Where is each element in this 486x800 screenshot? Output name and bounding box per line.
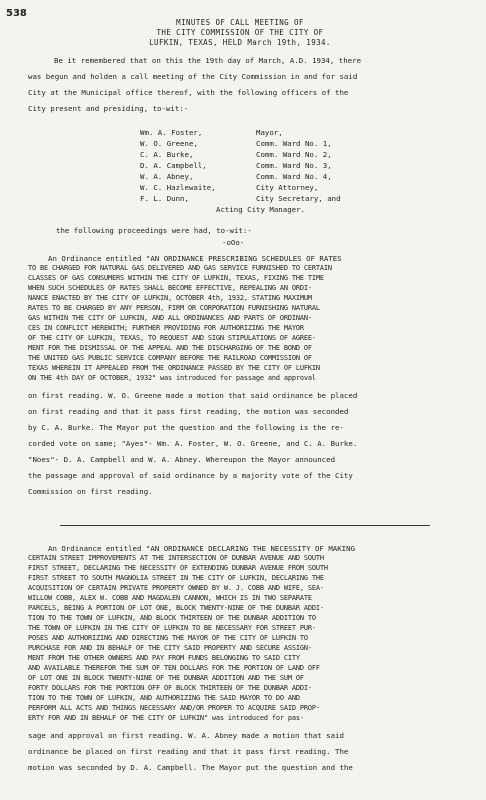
ordinance-1-line: on first reading and that it pass first reading, the motion was seconded	[28, 407, 349, 416]
officer-name: Wm. A. Foster,	[140, 128, 203, 137]
ordinance-2-line: CERTAIN STREET IMPROVEMENTS AT THE INTERSECTION OF DUNBAR AVENUE AND SOUTH	[28, 554, 324, 562]
officer-title: City Secretary, and	[256, 194, 341, 203]
ordinance-2-line: WILLOW COBB, ALEX W. COBB AND MAGDALEN CANNON, WHICH IS IN TWO SEPARATE	[28, 594, 312, 602]
ordinance-2-line: ACQUISITION OF CERTAIN PRIVATE PROPERTY OWNED BY W. J. COBB AND WIFE, SEA-	[28, 584, 324, 592]
ordinance-2-line: POSES AND AUTHORIZING AND DIRECTING THE MAYOR OF THE CITY OF LUFKIN TO	[28, 634, 308, 642]
ordinance-1-line: GAS WITHIN THE CITY OF LUFKIN, AND ALL ORDINANCES AND PARTS OF ORDINAN-	[28, 314, 312, 322]
ordinance-2-line: TION TO THE TOWN OF LUFKIN, AND BLOCK THIRTEEN OF THE DUNBAR ADDITION TO	[28, 614, 316, 622]
officer-name: W. C. Hazlewaite,	[140, 183, 216, 192]
officer-title: Comm. Ward No. 1,	[256, 139, 332, 148]
officer-name: F. L. Dunn,	[140, 194, 189, 203]
ordinance-2-line: FIRST STREET, DECLARING THE NECESSITY OF EXTENDING DUNBAR AVENUE FROM SOUTH	[28, 564, 328, 572]
ordinance-1-line: on first reading. W. O. Greene made a motion that said ordinance be placed	[28, 391, 358, 400]
section-separator: -oOo-	[222, 238, 245, 247]
intro-line-1: Be it remembered that on this the 19th day of March, A.D. 1934, there	[54, 56, 362, 65]
ordinance-1-line: ON THE 4th DAY OF OCTOBER, 1932" was introduced for passage and approval	[28, 374, 316, 382]
ordinance-1-line: NANCE ENACTED BY THE CITY OF LUFKIN, OCTOBER 4th, 1932, STATING MAXIMUM	[28, 294, 312, 302]
officer-title: Comm. Ward No. 3,	[256, 161, 332, 170]
ordinance-1-line: TO BE CHARGED FOR NATURAL GAS DELIVERED AND GAS SERVICE FURNISHED TO CERTAIN	[28, 264, 332, 272]
ordinance-1-line: corded vote on same; "Ayes"- Wm. A. Foster, W. O. Greene, and C. A. Burke.	[28, 439, 358, 448]
minutes-title-line-2: THE CITY COMMISSION OF THE CITY OF	[156, 28, 324, 37]
ordinance-1-line: CES IN CONFLICT HEREWITH; FURTHER PROVIDING FOR AUTHORIZING THE MAYOR	[28, 324, 304, 332]
ordinance-2-line: FORTY DOLLARS FOR THE PORTION OFF OF BLOCK THIRTEEN OF THE DUNBAR ADDI-	[28, 684, 312, 692]
ordinance-1-line: MENT FOR THE DISMISSAL OF THE APPEAL AND THE DISCHARGING OF THE BOND OF	[28, 344, 312, 352]
ordinance-1-line: An Ordinance entitled "AN ORDINANCE PRESCRIBING SCHEDULES OF RATES	[48, 254, 342, 263]
ordinance-2-line: FIRST STREET TO SOUTH MAGNOLIA STREET IN THE CITY OF LUFKIN, DECLARING THE	[28, 574, 324, 582]
page-number: 538	[6, 8, 27, 19]
ordinance-1-line: by C. A. Burke. The Mayor put the question and the following is the re-	[28, 423, 344, 432]
ordinance-2-line: ERTY FOR AND IN BEHALF OF THE CITY OF LUFKIN" was introduced for pas-	[28, 714, 304, 722]
intro-line-3: City at the Municipal office thereof, with the following officers of the	[28, 88, 349, 97]
ordinance-2-line: AND AVAILABLE THEREFOR THE SUM OF TEN DOLLARS FOR THE PORTION OF LAND OFF	[28, 664, 320, 672]
ordinance-2-line: PARCELS, BEING A PORTION OF LOT ONE, BLOCK TWENTY-NINE OF THE DUNBAR ADDI-	[28, 604, 324, 612]
ordinance-2-line: TION TO THE TOWN OF LUFKIN, AND AUTHORIZING THE SAID MAYOR TO DO AND	[28, 694, 300, 702]
ordinance-1-line: TEXAS WHEREIN IT APPEALED FROM THE ORDINANCE PASSED BY THE CITY OF LUFKIN	[28, 364, 320, 372]
ordinance-2-line: ordinance be placed on first reading and that it pass first reading. The	[28, 747, 349, 756]
officer-title: Comm. Ward No. 2,	[256, 150, 332, 159]
section-divider-rule	[60, 525, 430, 526]
ordinance-1-line: WHEN SUCH SCHEDULES OF RATES SHALL BECOME EFFECTIVE, REPEALING AN ORDI-	[28, 284, 312, 292]
ordinance-2-line: motion was seconded by D. A. Campbell. The Mayor put the question and the	[28, 763, 353, 772]
ordinance-2-line: PURCHASE FOR AND IN BEHALF OF THE CITY SAID PROPERTY AND SECURE ASSIGN-	[28, 644, 312, 652]
officer-title: City Attorney,	[256, 183, 319, 192]
proceedings-intro: the following proceedings were had, to-wit:-	[56, 226, 252, 235]
ordinance-2-line: OF LOT ONE IN BLOCK TWENTY-NINE OF THE DUNBAR ADDITION AND THE SUM OF	[28, 674, 304, 682]
ordinance-2-line: An Ordinance entitled "AN ORDINANCE DECLARING THE NECESSITY OF MAKING	[48, 544, 356, 553]
ordinance-1-line: "Noes"- D. A. Campbell and W. A. Abney. Whereupon the Mayor announced	[28, 455, 336, 464]
ordinance-1-line: Commission on first reading.	[28, 487, 153, 496]
ordinance-2-line: MENT FROM THE OTHER OWNERS AND PAY FROM FUNDS BELONGING TO SAID CITY	[28, 654, 300, 662]
officer-title: Mayor,	[256, 128, 283, 137]
officer-name: W. A. Abney,	[140, 172, 194, 181]
officer-name: W. O. Greene,	[140, 139, 198, 148]
ordinance-1-line: THE UNITED GAS PUBLIC SERVICE COMPANY BEFORE THE RAILROAD COMMISSION OF	[28, 354, 312, 362]
ordinance-2-line: PERFORM ALL ACTS AND THINGS NECESSARY AND/OR PROPER TO ACQUIRE SAID PROP-	[28, 704, 320, 712]
intro-line-2: was begun and holden a call meeting of the City Commission in and for said	[28, 72, 358, 81]
officer-title: Comm. Ward No. 4,	[256, 172, 332, 181]
minutes-title-line-3: LUFKIN, TEXAS, HELD March 19th, 1934.	[149, 38, 331, 47]
intro-line-4: City present and presiding, to-wit:-	[28, 104, 189, 113]
minutes-title-line-1: MINUTES OF CALL MEETING OF	[176, 18, 304, 27]
ordinance-1-line: the passage and approval of said ordinance by a majority vote of the City	[28, 471, 353, 480]
ordinance-1-line: OF THE CITY OF LUFKIN, TEXAS, TO REQUEST AND SIGN STIPULATIONS OF AGREE-	[28, 334, 316, 342]
ordinance-1-line: RATES TO BE CHARGED BY ANY PERSON, FIRM OR CORPORATION FURNISHING NATURAL	[28, 304, 320, 312]
officer-name: D. A. Campbell,	[140, 161, 207, 170]
ordinance-1-line: CLASSES OF GAS CONSUMERS WITHIN THE CITY OF LUFKIN, TEXAS, FIXING THE TIME	[28, 274, 324, 282]
officer-title: Acting City Manager.	[216, 205, 305, 214]
ordinance-2-line: THE TOWN OF LUFKIN IN THE CITY OF LUFKIN TO BE NECESSARY FOR STREET PUR-	[28, 624, 316, 632]
ordinance-2-line: sage and approval on first reading. W. A. Abney made a motion that said	[28, 731, 344, 740]
officer-name: C. A. Burke,	[140, 150, 194, 159]
